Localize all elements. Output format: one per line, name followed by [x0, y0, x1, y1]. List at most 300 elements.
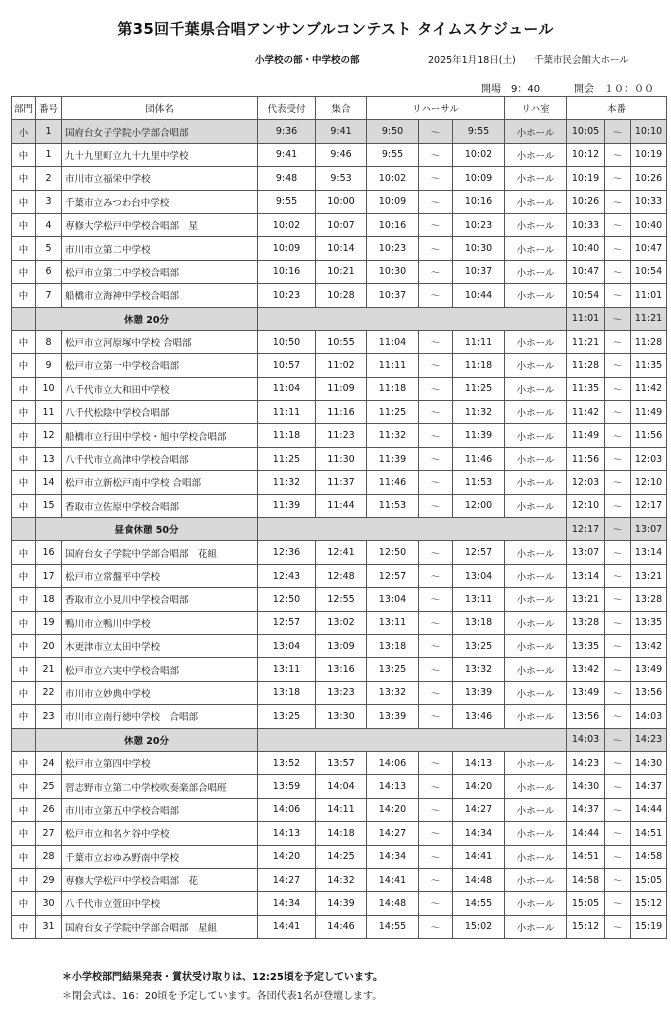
reception-time: 12:36 — [258, 541, 316, 564]
rehearsal-start: 11:25 — [367, 401, 419, 424]
perf-start: 10:05 — [567, 120, 605, 143]
reception-time: 14:20 — [258, 845, 316, 868]
tilde: 〜 — [605, 120, 631, 143]
schedule-table — [11, 96, 667, 939]
perf-start: 14:37 — [567, 798, 605, 821]
entry-number: 18 — [36, 588, 62, 611]
perf-end: 14:37 — [631, 775, 667, 798]
division: 中 — [12, 330, 36, 353]
table-row — [12, 892, 667, 915]
rehearsal-start: 10:09 — [367, 190, 419, 213]
tilde: 〜 — [605, 307, 631, 330]
tilde: 〜 — [419, 401, 453, 424]
rehearsal-start: 13:39 — [367, 705, 419, 728]
gather-time: 11:02 — [316, 354, 367, 377]
perf-end: 11:49 — [631, 401, 667, 424]
tilde: 〜 — [419, 705, 453, 728]
table-row — [12, 167, 667, 190]
rehearsal-room: 小ホール — [505, 213, 567, 236]
division: 中 — [12, 354, 36, 377]
tilde: 〜 — [605, 658, 631, 681]
perf-end: 14:03 — [631, 705, 667, 728]
rehearsal-end: 11:32 — [453, 401, 505, 424]
rehearsal-start: 13:04 — [367, 588, 419, 611]
rehearsal-start: 11:04 — [367, 330, 419, 353]
group-name: 千葉市立おゆみ野南中学校 — [62, 845, 258, 868]
entry-number: 31 — [36, 915, 62, 938]
tilde: 〜 — [419, 494, 453, 517]
rehearsal-end: 10:37 — [453, 260, 505, 283]
break-spacer — [12, 728, 36, 751]
perf-start: 10:19 — [567, 167, 605, 190]
tilde: 〜 — [605, 892, 631, 915]
col-header-performance: 本番 — [567, 97, 667, 120]
perf-end: 15:19 — [631, 915, 667, 938]
table-row — [12, 260, 667, 283]
gather-time: 13:57 — [316, 751, 367, 774]
perf-start: 13:42 — [567, 658, 605, 681]
division: 中 — [12, 775, 36, 798]
tilde: 〜 — [605, 541, 631, 564]
entry-number: 3 — [36, 190, 62, 213]
division: 中 — [12, 634, 36, 657]
rehearsal-end: 14:48 — [453, 868, 505, 891]
reception-time: 14:13 — [258, 822, 316, 845]
tilde: 〜 — [605, 588, 631, 611]
tilde: 〜 — [419, 564, 453, 587]
rehearsal-end: 13:46 — [453, 705, 505, 728]
entry-number: 17 — [36, 564, 62, 587]
perf-end: 12:17 — [631, 494, 667, 517]
tilde: 〜 — [605, 167, 631, 190]
tilde: 〜 — [419, 424, 453, 447]
group-name: 専修大学松戸中学校合唱部 花 — [62, 868, 258, 891]
division: 中 — [12, 424, 36, 447]
entry-number: 6 — [36, 260, 62, 283]
rehearsal-start: 14:06 — [367, 751, 419, 774]
reception-time: 13:11 — [258, 658, 316, 681]
perf-end: 14:23 — [631, 728, 667, 751]
gather-time: 12:48 — [316, 564, 367, 587]
reception-time: 11:39 — [258, 494, 316, 517]
group-name: 松戸市立新松戸南中学校 合唱部 — [62, 471, 258, 494]
tilde: 〜 — [605, 401, 631, 424]
group-name: 松戸市立第一中学校合唱部 — [62, 354, 258, 377]
group-name: 市川市立第五中学校合唱部 — [62, 798, 258, 821]
reception-time: 11:11 — [258, 401, 316, 424]
rehearsal-end: 11:18 — [453, 354, 505, 377]
division: 中 — [12, 658, 36, 681]
group-name: 木更津市立太田中学校 — [62, 634, 258, 657]
break-spacer — [258, 728, 567, 751]
entry-number: 9 — [36, 354, 62, 377]
division: 中 — [12, 588, 36, 611]
rehearsal-room: 小ホール — [505, 260, 567, 283]
event-date: 2025年1月18日(土) — [428, 55, 516, 66]
reception-time: 13:04 — [258, 634, 316, 657]
rehearsal-start: 13:25 — [367, 658, 419, 681]
perf-end: 14:51 — [631, 822, 667, 845]
group-name: 九十九里町立九十九里中学校 — [62, 143, 258, 166]
table-row — [12, 658, 667, 681]
perf-start: 12:17 — [567, 518, 605, 541]
division: 中 — [12, 377, 36, 400]
rehearsal-end: 10:23 — [453, 213, 505, 236]
rehearsal-room: 小ホール — [505, 471, 567, 494]
gather-time: 14:04 — [316, 775, 367, 798]
entry-number: 19 — [36, 611, 62, 634]
table-row — [12, 868, 667, 891]
tilde: 〜 — [419, 190, 453, 213]
table-row — [12, 377, 667, 400]
entry-number: 14 — [36, 471, 62, 494]
rehearsal-end: 12:57 — [453, 541, 505, 564]
gather-time: 11:37 — [316, 471, 367, 494]
rehearsal-end: 14:27 — [453, 798, 505, 821]
division: 中 — [12, 237, 36, 260]
rehearsal-end: 10:44 — [453, 284, 505, 307]
perf-end: 13:28 — [631, 588, 667, 611]
perf-end: 13:35 — [631, 611, 667, 634]
rehearsal-end: 9:55 — [453, 120, 505, 143]
entry-number: 15 — [36, 494, 62, 517]
perf-end: 10:40 — [631, 213, 667, 236]
rehearsal-room: 小ホール — [505, 868, 567, 891]
entry-number: 30 — [36, 892, 62, 915]
perf-end: 13:56 — [631, 681, 667, 704]
gather-time: 10:55 — [316, 330, 367, 353]
tilde: 〜 — [605, 845, 631, 868]
table-row — [12, 798, 667, 821]
gather-time: 14:18 — [316, 822, 367, 845]
division: 中 — [12, 541, 36, 564]
col-header-room: リハ室 — [505, 97, 567, 120]
rehearsal-room: 小ホール — [505, 564, 567, 587]
division: 中 — [12, 494, 36, 517]
group-name: 八千代市立大和田中学校 — [62, 377, 258, 400]
group-name: 松戸市立第二中学校合唱部 — [62, 260, 258, 283]
gather-time: 11:16 — [316, 401, 367, 424]
group-name: 八千代市立萱田中学校 — [62, 892, 258, 915]
perf-start: 13:49 — [567, 681, 605, 704]
group-name: 松戸市立六実中学校合唱部 — [62, 658, 258, 681]
tilde: 〜 — [419, 237, 453, 260]
reception-time: 14:34 — [258, 892, 316, 915]
table-row — [12, 330, 667, 353]
gather-time: 10:00 — [316, 190, 367, 213]
rehearsal-room: 小ホール — [505, 424, 567, 447]
rehearsal-end: 12:00 — [453, 494, 505, 517]
rehearsal-start: 10:02 — [367, 167, 419, 190]
tilde: 〜 — [419, 471, 453, 494]
rehearsal-room: 小ホール — [505, 705, 567, 728]
table-row — [12, 751, 667, 774]
rehearsal-room: 小ホール — [505, 658, 567, 681]
perf-end: 15:05 — [631, 868, 667, 891]
reception-time: 13:59 — [258, 775, 316, 798]
table-row — [12, 190, 667, 213]
table-row — [12, 213, 667, 236]
tilde: 〜 — [605, 424, 631, 447]
perf-end: 11:01 — [631, 284, 667, 307]
tilde: 〜 — [605, 634, 631, 657]
group-name: 千葉市立みつわ台中学校 — [62, 190, 258, 213]
gather-time: 9:53 — [316, 167, 367, 190]
gather-time: 11:09 — [316, 377, 367, 400]
gather-time: 11:44 — [316, 494, 367, 517]
break-spacer — [12, 518, 36, 541]
gather-time: 11:23 — [316, 424, 367, 447]
break-spacer — [258, 307, 567, 330]
division: 中 — [12, 401, 36, 424]
perf-start: 11:49 — [567, 424, 605, 447]
rehearsal-end: 14:13 — [453, 751, 505, 774]
entry-number: 11 — [36, 401, 62, 424]
perf-end: 13:14 — [631, 541, 667, 564]
rehearsal-room: 小ホール — [505, 541, 567, 564]
perf-end: 13:07 — [631, 518, 667, 541]
tilde: 〜 — [605, 354, 631, 377]
rehearsal-start: 13:11 — [367, 611, 419, 634]
rehearsal-end: 11:11 — [453, 330, 505, 353]
tilde: 〜 — [605, 494, 631, 517]
rehearsal-start: 10:16 — [367, 213, 419, 236]
group-name: 市川市立第二中学校 — [62, 237, 258, 260]
rehearsal-start: 10:30 — [367, 260, 419, 283]
notes — [62, 968, 383, 1006]
perf-end: 10:47 — [631, 237, 667, 260]
gather-time: 13:16 — [316, 658, 367, 681]
reception-time: 13:25 — [258, 705, 316, 728]
table-row — [12, 611, 667, 634]
rehearsal-end: 13:32 — [453, 658, 505, 681]
tilde: 〜 — [419, 447, 453, 470]
rehearsal-room: 小ホール — [505, 751, 567, 774]
perf-end: 10:19 — [631, 143, 667, 166]
gather-time: 14:39 — [316, 892, 367, 915]
gather-time: 9:46 — [316, 143, 367, 166]
rehearsal-end: 13:39 — [453, 681, 505, 704]
entry-number: 25 — [36, 775, 62, 798]
rehearsal-end: 11:53 — [453, 471, 505, 494]
division: 中 — [12, 213, 36, 236]
rehearsal-start: 13:18 — [367, 634, 419, 657]
tilde: 〜 — [419, 845, 453, 868]
perf-start: 14:30 — [567, 775, 605, 798]
tilde: 〜 — [605, 822, 631, 845]
division-label: 小学校の部・中学校の部 — [255, 55, 360, 66]
tilde: 〜 — [605, 377, 631, 400]
break-row — [12, 518, 667, 541]
table-row — [12, 354, 667, 377]
reception-time: 12:50 — [258, 588, 316, 611]
division: 中 — [12, 167, 36, 190]
perf-end: 12:03 — [631, 447, 667, 470]
perf-end: 10:54 — [631, 260, 667, 283]
group-name: 香取市立小見川中学校合唱部 — [62, 588, 258, 611]
perf-start: 13:14 — [567, 564, 605, 587]
tilde: 〜 — [419, 120, 453, 143]
table-row — [12, 705, 667, 728]
perf-start: 15:05 — [567, 892, 605, 915]
perf-start: 10:40 — [567, 237, 605, 260]
reception-time: 12:57 — [258, 611, 316, 634]
entry-number: 12 — [36, 424, 62, 447]
rehearsal-end: 10:02 — [453, 143, 505, 166]
perf-end: 13:42 — [631, 634, 667, 657]
rehearsal-room: 小ホール — [505, 377, 567, 400]
perf-end: 11:56 — [631, 424, 667, 447]
gather-time: 13:30 — [316, 705, 367, 728]
rehearsal-end: 13:04 — [453, 564, 505, 587]
rehearsal-room: 小ホール — [505, 611, 567, 634]
reception-time: 13:18 — [258, 681, 316, 704]
rehearsal-room: 小ホール — [505, 120, 567, 143]
tilde: 〜 — [605, 751, 631, 774]
perf-end: 11:35 — [631, 354, 667, 377]
gather-time: 10:28 — [316, 284, 367, 307]
table-row — [12, 120, 667, 143]
rehearsal-start: 14:55 — [367, 915, 419, 938]
entry-number: 20 — [36, 634, 62, 657]
rehearsal-start: 11:32 — [367, 424, 419, 447]
tilde: 〜 — [419, 167, 453, 190]
reception-time: 9:41 — [258, 143, 316, 166]
rehearsal-start: 12:57 — [367, 564, 419, 587]
note-closing: ＊閉会式は、16：20頃を予定しています。各団代表1名が登壇します。 — [62, 991, 383, 1002]
tilde: 〜 — [605, 284, 631, 307]
perf-end: 10:33 — [631, 190, 667, 213]
reception-time: 10:16 — [258, 260, 316, 283]
tilde: 〜 — [605, 237, 631, 260]
rehearsal-start: 12:50 — [367, 541, 419, 564]
tilde: 〜 — [605, 447, 631, 470]
table-row — [12, 424, 667, 447]
tilde: 〜 — [419, 822, 453, 845]
perf-start: 12:10 — [567, 494, 605, 517]
rehearsal-end: 11:46 — [453, 447, 505, 470]
reception-time: 12:43 — [258, 564, 316, 587]
division: 中 — [12, 705, 36, 728]
group-name: 市川市立妙典中学校 — [62, 681, 258, 704]
rehearsal-start: 13:32 — [367, 681, 419, 704]
perf-start: 11:01 — [567, 307, 605, 330]
gather-time: 9:41 — [316, 120, 367, 143]
entry-number: 13 — [36, 447, 62, 470]
rehearsal-start: 11:46 — [367, 471, 419, 494]
perf-end: 12:10 — [631, 471, 667, 494]
event-venue: 千葉市民会館大ホール — [534, 55, 629, 66]
tilde: 〜 — [605, 471, 631, 494]
rehearsal-room: 小ホール — [505, 798, 567, 821]
group-name: 松戸市立第四中学校 — [62, 751, 258, 774]
perf-start: 12:03 — [567, 471, 605, 494]
tilde: 〜 — [419, 775, 453, 798]
group-name: 八千代松陰中学校合唱部 — [62, 401, 258, 424]
tilde: 〜 — [419, 681, 453, 704]
gather-time: 11:30 — [316, 447, 367, 470]
tilde: 〜 — [605, 915, 631, 938]
tilde: 〜 — [419, 284, 453, 307]
rehearsal-end: 11:25 — [453, 377, 505, 400]
entry-number: 23 — [36, 705, 62, 728]
reception-time: 11:04 — [258, 377, 316, 400]
table-row — [12, 564, 667, 587]
entry-number: 21 — [36, 658, 62, 681]
tilde: 〜 — [605, 868, 631, 891]
rehearsal-end: 14:55 — [453, 892, 505, 915]
entry-number: 4 — [36, 213, 62, 236]
division: 中 — [12, 845, 36, 868]
rehearsal-start: 14:27 — [367, 822, 419, 845]
tilde: 〜 — [419, 892, 453, 915]
reception-time: 9:55 — [258, 190, 316, 213]
rehearsal-room: 小ホール — [505, 143, 567, 166]
division: 中 — [12, 564, 36, 587]
perf-end: 11:42 — [631, 377, 667, 400]
start-time: 開会 １０：００ — [574, 84, 654, 95]
rehearsal-start: 9:50 — [367, 120, 419, 143]
table-row — [12, 494, 667, 517]
perf-start: 14:03 — [567, 728, 605, 751]
tilde: 〜 — [605, 330, 631, 353]
gather-time: 10:14 — [316, 237, 367, 260]
reception-time: 10:02 — [258, 213, 316, 236]
perf-start: 11:42 — [567, 401, 605, 424]
division: 中 — [12, 260, 36, 283]
rehearsal-room: 小ホール — [505, 588, 567, 611]
tilde: 〜 — [605, 798, 631, 821]
rehearsal-room: 小ホール — [505, 494, 567, 517]
break-spacer — [258, 518, 567, 541]
col-header-rehearsal: リハーサル — [367, 97, 505, 120]
tilde: 〜 — [605, 564, 631, 587]
perf-end: 13:21 — [631, 564, 667, 587]
entry-number: 16 — [36, 541, 62, 564]
group-name: 松戸市立和名ケ谷中学校 — [62, 822, 258, 845]
table-row — [12, 143, 667, 166]
division: 中 — [12, 471, 36, 494]
tilde: 〜 — [419, 658, 453, 681]
rehearsal-end: 10:09 — [453, 167, 505, 190]
col-header-reception: 代表受付 — [258, 97, 316, 120]
rehearsal-room: 小ホール — [505, 401, 567, 424]
perf-start: 10:33 — [567, 213, 605, 236]
rehearsal-end: 10:16 — [453, 190, 505, 213]
tilde: 〜 — [419, 354, 453, 377]
perf-start: 10:54 — [567, 284, 605, 307]
rehearsal-room: 小ホール — [505, 447, 567, 470]
schedule-body — [12, 120, 667, 939]
break-label: 昼食休憩 50分 — [36, 518, 258, 541]
group-name: 国府台女子学院中学部合唱部 星組 — [62, 915, 258, 938]
division: 中 — [12, 892, 36, 915]
break-row — [12, 307, 667, 330]
group-name: 松戸市立常盤平中学校 — [62, 564, 258, 587]
rehearsal-room: 小ホール — [505, 330, 567, 353]
tilde: 〜 — [605, 213, 631, 236]
perf-end: 10:10 — [631, 120, 667, 143]
rehearsal-start: 14:41 — [367, 868, 419, 891]
reception-time: 9:48 — [258, 167, 316, 190]
col-header-group: 団体名 — [62, 97, 258, 120]
gather-time: 14:25 — [316, 845, 367, 868]
reception-time: 10:57 — [258, 354, 316, 377]
perf-end: 14:30 — [631, 751, 667, 774]
entry-number: 1 — [36, 143, 62, 166]
tilde: 〜 — [419, 260, 453, 283]
division: 中 — [12, 915, 36, 938]
